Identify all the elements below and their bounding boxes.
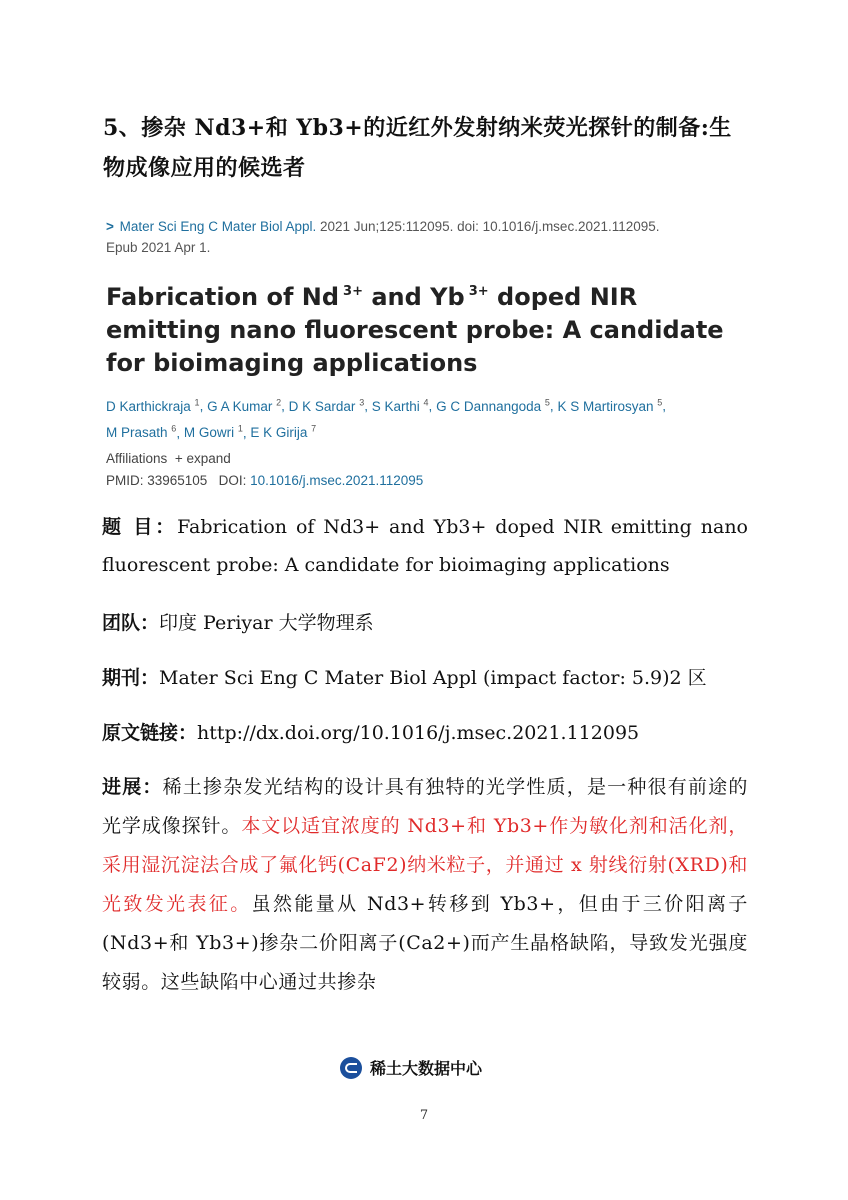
progress-text: 稀土掺杂发光结构的设计具有独特的光学性质，是一种很有前途的光学成像探针。	[102, 776, 748, 837]
progress-highlight: 本文以适宜浓度的 Nd3+和 Yb3+作为敏化剂和活化剂，采用湿沉淀法合成了氟化钙(CaF2)纳米粒子，并通过 x 射线衍射(XRD)和光致发光表征。	[102, 815, 748, 915]
author-link[interactable]: M Gowri $^1$	[183, 423, 243, 440]
author-link[interactable]: G C Dannangoda $^5$	[436, 397, 550, 414]
journal-link[interactable]: Mater Sci Eng C Mater Biol Appl.	[119, 219, 317, 234]
epub-date: Epub 2021 Apr 1.	[106, 240, 211, 255]
title-part: doped NIR emitting nano fluorescent probe: A candidate for bioimaging applications	[106, 283, 724, 377]
link-label: 原文链接：	[102, 722, 198, 744]
topic-text: Fabrication of Nd3+ and Yb3+ doped NIR emitting nano fluorescent probe: A candidate for bioimaging applications	[102, 516, 748, 576]
affiliations-block	[106, 448, 746, 492]
source-link[interactable]: http://dx.doi.org/10.1016/j.msec.2021.112095	[197, 722, 640, 744]
author-link[interactable]: D K Sardar $^3$	[288, 397, 365, 414]
citation-text: 2021 Jun;125:112095. doi: 10.1016/j.msec.2021.112095.	[316, 219, 660, 234]
author-list: D Karthickraja $^1$, G A Kumar $^2$, D K Sardar $^3$, S Karthi $^4$, G C Dannangoda $^5$, K S Martirosyan $^5$, M Prasath $^6$, M Gowri $^1$, E K Girija $^7$	[106, 397, 667, 440]
author-link[interactable]: D Karthickraja $^1$	[106, 397, 200, 414]
author-link[interactable]: E K Girija $^7$	[250, 423, 317, 440]
team-line	[102, 604, 748, 642]
author-link[interactable]: K S Martirosyan $^5$	[557, 397, 663, 414]
expand-button[interactable]: + expand	[174, 451, 231, 466]
chevron-right-icon: >	[106, 219, 114, 234]
progress-text-continued: 虽然能量从 Nd3+转移到 Yb3+，但由于三价阳离子(Nd3+和 Yb3+)掺杂二价阳离子(Ca2+)而产生晶格缺陷，导致发光强度较弱。这些缺陷中心通过共掺杂	[102, 893, 749, 993]
footer-logo	[340, 1056, 482, 1079]
page-number: 7	[419, 1108, 429, 1123]
doi-link[interactable]: 10.1016/j.msec.2021.112095	[250, 473, 424, 488]
author-link[interactable]: M Prasath $^6$	[106, 423, 177, 440]
link-line	[102, 714, 748, 752]
topic-label: 题 目：	[102, 516, 178, 538]
pmid: PMID: 33965105	[106, 473, 208, 488]
rare-earth-logo-icon	[340, 1057, 362, 1079]
doi-label: DOI:	[218, 473, 247, 488]
progress-paragraph	[102, 768, 748, 1002]
affiliations-label: Affiliations	[106, 451, 168, 466]
team-text: 印度 Periyar 大学物理系	[159, 612, 374, 634]
journal-line	[102, 659, 748, 697]
title-superscript: 3+	[468, 284, 489, 299]
journal-label: 期刊：	[102, 667, 160, 689]
journal-text: Mater Sci Eng C Mater Biol Appl (impact factor: 5.9)2 区	[159, 667, 707, 689]
footer-logo-text: 稀土大数据中心	[370, 1059, 483, 1078]
article-title	[106, 275, 756, 380]
topic-paragraph	[102, 508, 748, 584]
title-superscript: 3+	[343, 284, 363, 299]
author-link[interactable]: S Karthi $^4$	[371, 397, 429, 414]
title-part: Fabrication of Nd	[106, 283, 340, 311]
progress-label: 进展：	[102, 776, 163, 798]
article-reference	[106, 216, 746, 258]
author-link[interactable]: G A Kumar $^2$	[207, 397, 282, 414]
team-label: 团队：	[102, 612, 160, 634]
title-part: and Yb	[362, 283, 465, 311]
section-title: 5、掺杂 Nd3+和 Yb3+的近红外发射纳米荧光探针的制备:生物成像应用的候选者	[103, 115, 732, 181]
